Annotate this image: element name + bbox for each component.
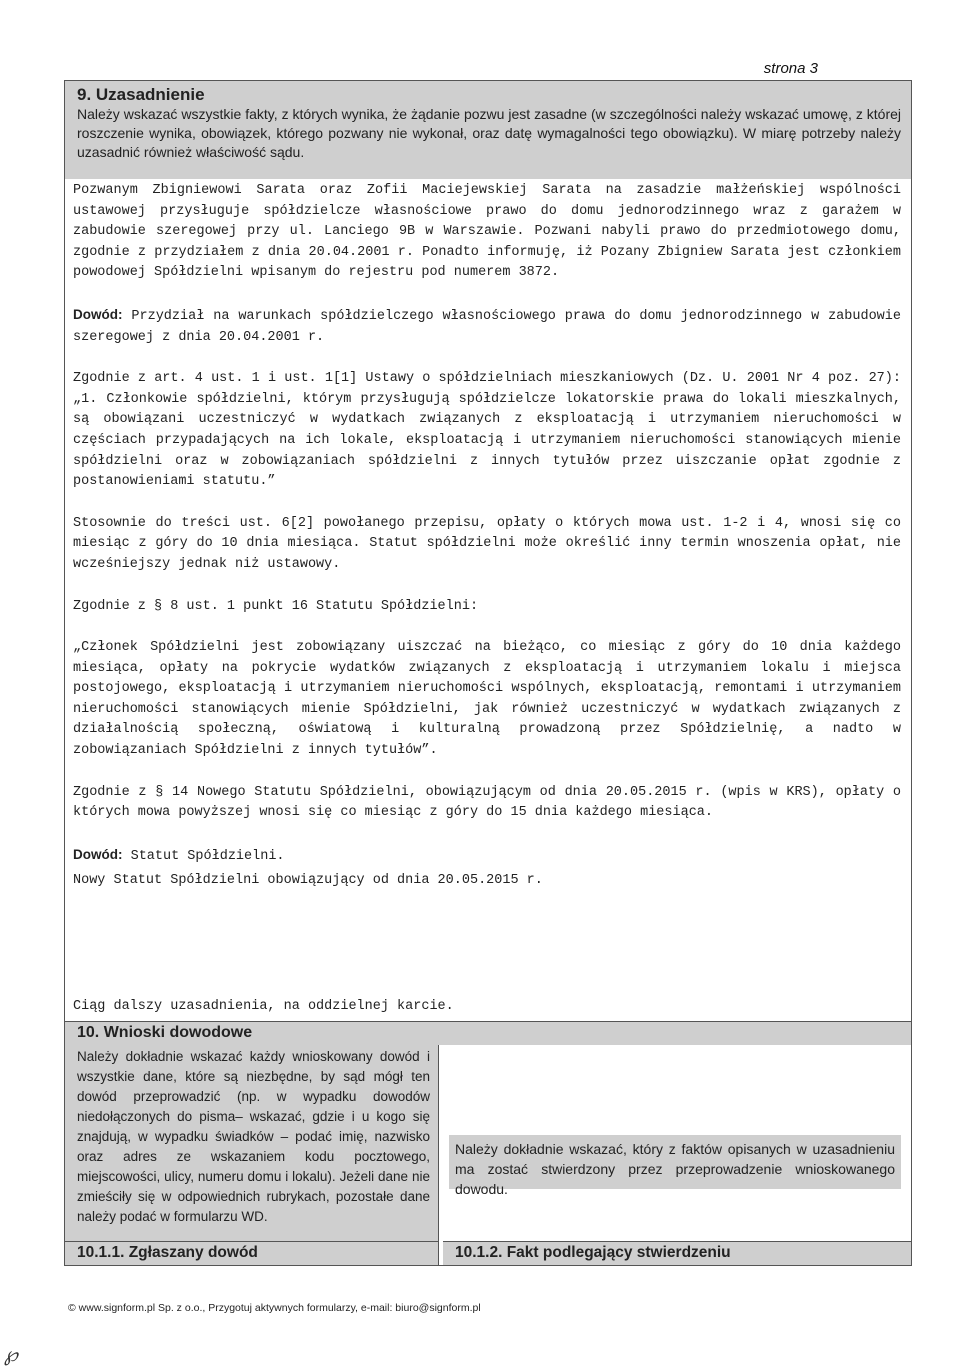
- submitted-evidence-heading: 10.1.1. Zgłaszany dowód: [65, 1241, 439, 1265]
- section-10-title: 10. Wnioski dowodowe: [65, 1021, 911, 1045]
- form-frame: [64, 80, 912, 1266]
- fact-column: [443, 1045, 911, 1241]
- evidence-label-2: Dowód:: [73, 846, 123, 862]
- paragraph-4: Stosownie do treści ust. 6[2] powołanego przepisu, opłaty o których mowa ust. 1-2 i 4, wnosi się co miesiąc z góry do 10 dnia miesiąca. Statut spółdzielni może określić inny termin wnoszenia opłat, nie wcześniejszy jednak niż ustawowy.: [73, 515, 901, 572]
- paragraph-1: Pozwanym Zbigniewowi Sarata oraz Zofii Maciejewskiej Sarata na zasadzie małżeńskiej wspólności ustawowej przysługuje spółdzielcze własnościowe prawo do domu jednorodzinnego wraz z garażem w zabudowie szeregowej przy ul. Lanciego 9B w Warszawie. Pozwani nabyli prawo do przedmiotowego domu, zgodnie z przydziałem z dnia 20.04.2001 r. Ponadto informuję, iż Pozany Zbigniew Sarata jest członkiem powodowej Spółdzielni wpisanym do rejestru pod numerem 3872.: [73, 183, 901, 281]
- fact-instructions: Należy dokładnie wskazać, który z faktów opisanych w uzasadnieniu ma zostać stwierdzony przez przeprowadzenie wnioskowanego dowodu.: [449, 1135, 901, 1189]
- paragraph-3: Zgodnie z art. 4 ust. 1 i ust. 1[1] Ustawy o spółdzielniach mieszkaniowych (Dz. U. 2001 Nr 4 poz. 27): „1. Członkowie spółdzielni, którym przysługują spółdzielcze lokatorskie prawa do lokali mieszkalnych, są obowiązani uczestniczyć w wydatkach związanych z eksploatacją i utrzymaniem nieruchomości w częściach przypadających na ich lokale, eksploatacją i utrzymaniem nieruchomości stanowiących mienie spółdzielni oraz w zobowiązaniach spółdzielni z innych tytułów przez uiszczanie opłat zgodnie z postanowieniami statutu.”: [73, 371, 901, 490]
- evidence-text: Przydział na warunkach spółdzielczego własnościowego prawa do domu jednorodzinnego w zabudowie szeregowej z dnia 20.04.2001 r.: [73, 308, 901, 345]
- evidence-text-2: Statut Spółdzielni.: [122, 848, 285, 864]
- paragraph-6: „Członek Spółdzielni jest zobowiązany uiszczać na bieżąco, co miesiąc z góry do 10 dnia każdego miesiąca, opłaty na pokrycie wydatków związanych z eksploatacją i utrzymaniem lokalu i miejsca postojowego, eksploatacją i utrzymaniem nieruchomości wspólnych, eksploatacją, remontami i utrzymaniem nieruchomości stanowiących mienie Spółdzielni, jak również uczestniczyć w wydatkach związanych z działalnością społeczną, oświatową i kulturalną prowadzoną przez Spółdzielnię, a nadto w zobowiązaniach Spółdzielni z innych tytułów”.: [73, 640, 901, 759]
- paragraph-7: Zgodnie z § 14 Nowego Statutu Spółdzielni, obowiązującym od dnia 20.05.2015 r. (wpis w KRS), opłaty o których mowa powyższej wnosi się co miesiąc z góry do 15 dnia każdego miesiąca.: [73, 784, 901, 821]
- evidence-label: Dowód:: [73, 306, 123, 322]
- section-9-instructions: Należy wskazać wszystkie fakty, z których wynika, że żądanie pozwu jest zasadne (w szczególności należy wskazać umowę, z której roszczenie wynika, obowiązek, którego pozwany nie wykonał, oraz datę wymagalności tego obowiązku). W miarę potrzeby należy uzasadnić również właściwość sądu.: [77, 106, 901, 160]
- evidence-instructions: Należy dokładnie wskazać każdy wnioskowany dowód i wszystkie dane, które są niezbędne, by sąd mógł ten dowód przeprowadzić (np. w wypadku dowodów niedołączonych do pisma– wskazać, gdzie i u kogo się znajdują, w wypadku świadków – podać imię, nazwisko oraz adres ze wskazaniem kodu pocztowego, miejscowości, ulicy, numeru domu i lokalu). Jeżeli dane nie zmieściły się w odpowiednich rubrykach, pozostałe dane należy podać w formularzu WD.: [65, 1045, 439, 1241]
- paragraph-9: Nowy Statut Spółdzielni obowiązujący od dnia 20.05.2015 r.: [73, 873, 543, 889]
- page-footer: © www.signform.pl Sp. z o.o., Przygotuj aktywnych formularzy, e-mail: biuro@signform.pl: [68, 1302, 481, 1314]
- section-9-title: 9. Uzasadnienie: [77, 85, 205, 104]
- page-number: strona 3: [763, 60, 818, 77]
- handwritten-mark-icon: ℘: [4, 1342, 18, 1366]
- continuation-note: Ciąg dalszy uzasadnienia, na oddzielnej karcie.: [73, 999, 454, 1014]
- section-9-header: [65, 81, 911, 179]
- fact-to-establish-heading: 10.1.2. Fakt podlegający stwierdzeniu: [443, 1241, 911, 1265]
- justification-text: [73, 181, 901, 913]
- paragraph-8: [73, 845, 901, 868]
- paragraph-5: Zgodnie z § 8 ust. 1 punkt 16 Statutu Spółdzielni:: [73, 598, 479, 614]
- paragraph-2: [73, 305, 901, 348]
